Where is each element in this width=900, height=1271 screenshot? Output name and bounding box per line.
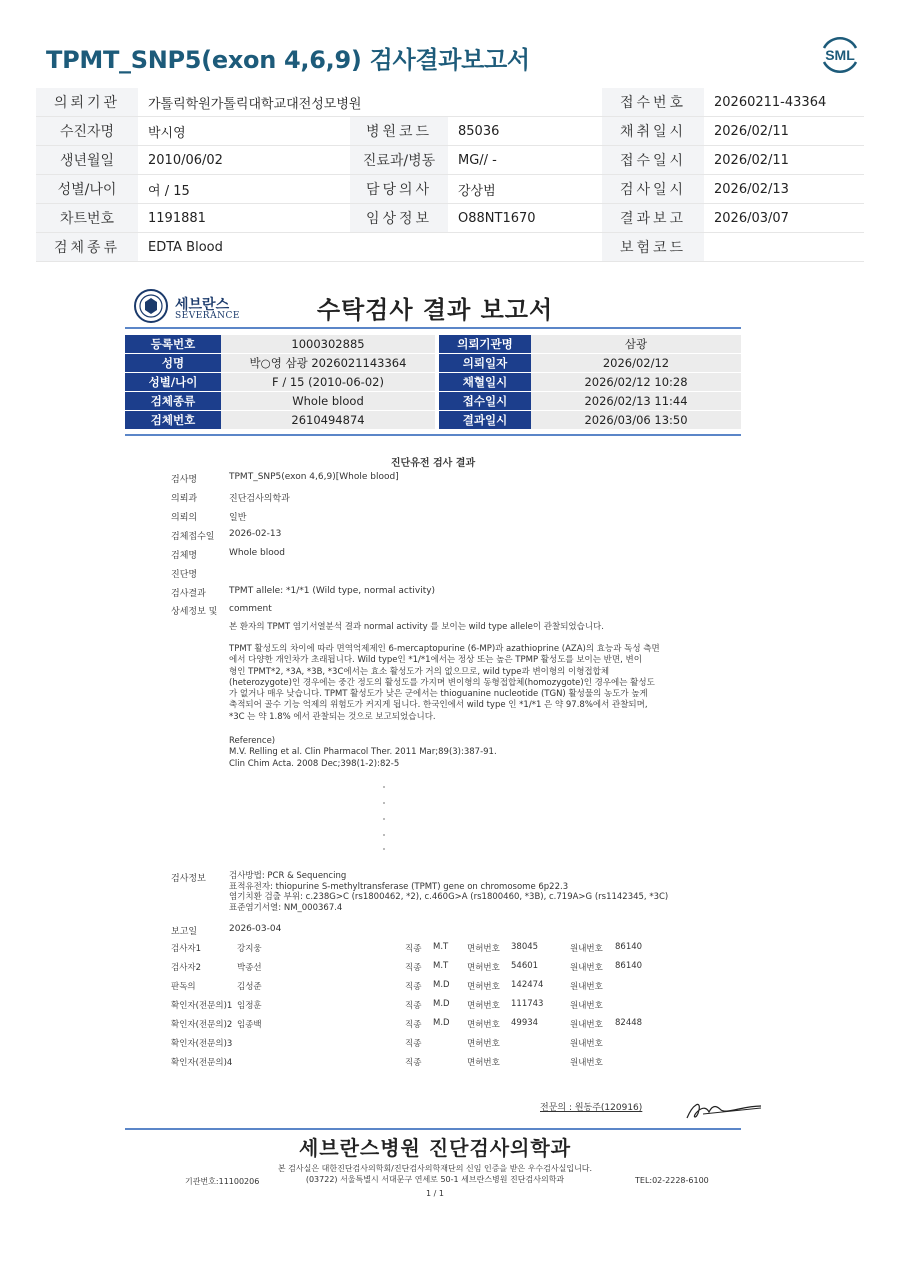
telephone: TEL:02-2228-6100 xyxy=(635,1176,709,1185)
staff-internal-label: 원내번호 xyxy=(570,944,603,954)
method-line: 표적유전자: thiopurine S-methyltransferase (TPMT) gene on chromosome 6p22.3 xyxy=(229,881,569,892)
reference-line: Clin Chim Acta. 2008 Dec;398(1-2):82-5 xyxy=(229,758,400,769)
patient-value: Whole blood xyxy=(221,392,435,410)
info-value: 85036 xyxy=(448,117,602,146)
staff-license: 142474 xyxy=(511,980,544,990)
info-value: 박시영 xyxy=(138,117,350,146)
staff-role: 확인자(전문의)2 xyxy=(171,1020,233,1030)
method-line: 염기치환 검출 부위: c.238G>C (rs1800462, *2), c.460G>A (rs1800460, *3B), c.719A>G (rs1142345, *3C) xyxy=(229,892,669,902)
field-label: 검체접수일 xyxy=(171,532,215,542)
specialist-contact: 전문의 : 원동주(120916) xyxy=(540,1103,643,1113)
embedded-report xyxy=(125,286,745,1206)
field-label: 진단명 xyxy=(171,570,198,580)
staff-row xyxy=(125,999,745,1015)
staff-row xyxy=(125,1037,745,1053)
reference-line: Reference) xyxy=(229,736,276,746)
patient-value: 박○영 삼광 2026021143364 xyxy=(221,354,435,372)
info-row xyxy=(36,88,864,117)
staff-license-label: 면허번호 xyxy=(467,1058,500,1068)
patient-label: 검체종류 xyxy=(125,392,221,410)
info-value: 1191881 xyxy=(138,204,350,233)
staff-name: 박종선 xyxy=(237,963,262,973)
severance-name-ko: 세브란스 xyxy=(175,297,230,313)
info-value: 가톨릭학원가톨릭대학교대전성모병원 xyxy=(138,88,602,117)
address: (03722) 서울특별시 서대문구 연세로 50-1 세브란스병원 진단검사의학과 xyxy=(305,1175,565,1184)
info-value: 2026/02/13 xyxy=(704,175,864,204)
title-divider xyxy=(125,327,741,329)
info-value: MG// - xyxy=(448,146,602,175)
staff-job: M.T xyxy=(433,942,449,952)
comment-line: 형인 TPMT*2, *3A, *3B, *3C에서는 효소 활성도가 거의 없으므로, wild type과 변이형의 이형접합체 xyxy=(229,666,610,677)
field-value: TPMT allele: *1/*1 (Wild type, normal activity) xyxy=(229,586,436,596)
staff-name: 강지웅 xyxy=(237,944,262,954)
info-value xyxy=(704,233,864,262)
patient-label: 등록번호 xyxy=(125,335,221,353)
separator-dot xyxy=(383,848,385,850)
patient-label: 의뢰기관명 xyxy=(439,335,531,353)
staff-row xyxy=(125,1018,745,1034)
info-label: 보험코드 xyxy=(602,233,704,262)
info-label: 성별/나이 xyxy=(36,175,138,204)
staff-role: 확인자(전문의)3 xyxy=(171,1039,233,1049)
patient-value: 2026/02/12 10:28 xyxy=(531,373,741,391)
staff-license-label: 면허번호 xyxy=(467,1001,500,1011)
staff-role: 검사자1 xyxy=(171,944,202,954)
comment-line: (heterozygote)인 경우에는 중간 정도의 활성도를 가지며 변이형의 동형접합체(homozygote)인 경우에는 활성도 xyxy=(229,677,655,688)
info-label: 결과보고 xyxy=(602,204,704,233)
separator-dot xyxy=(383,786,385,788)
staff-internal-label: 원내번호 xyxy=(570,1058,603,1068)
staff-license: 54601 xyxy=(511,961,539,971)
accreditation-note: 본 검사실은 대한진단검사의학회/진단검사의학재단의 신임 인증을 받은 우수검사실입니다. xyxy=(277,1164,593,1173)
field-value: Whole blood xyxy=(229,548,285,558)
staff-role: 확인자(전문의)1 xyxy=(171,1001,233,1011)
info-label: 진료과/병동 xyxy=(350,146,448,175)
staff-job: M.D xyxy=(433,980,450,990)
info-label: 접수일시 xyxy=(602,146,704,175)
info-row xyxy=(36,204,864,233)
field-value: 2026-02-13 xyxy=(229,529,282,539)
patient-row xyxy=(125,373,741,391)
section-title: 진단유전 검사 결과 xyxy=(390,458,476,469)
info-value: 2026/03/07 xyxy=(704,204,864,233)
staff-license-label: 면허번호 xyxy=(467,944,500,954)
field-label: 의뢰과 xyxy=(171,494,198,504)
org-code: 기관번호:11100206 xyxy=(185,1177,260,1186)
patient-row xyxy=(125,392,741,410)
signature-icon xyxy=(683,1094,763,1124)
order-info-table xyxy=(36,88,864,262)
patient-value: 2026/02/12 xyxy=(531,354,741,372)
references xyxy=(229,736,683,770)
patient-row xyxy=(125,411,741,429)
staff-job: M.T xyxy=(433,961,449,971)
comment-line: *3C 는 약 1.8% 에서 관찰되는 것으로 보고되었습니다. xyxy=(229,711,436,722)
staff-row xyxy=(125,980,745,996)
patient-row xyxy=(125,354,741,372)
info-label: 검사일시 xyxy=(602,175,704,204)
staff-license-label: 면허번호 xyxy=(467,1020,500,1030)
staff-internal-label: 원내번호 xyxy=(570,1039,603,1049)
field-label: 검사명 xyxy=(171,475,198,485)
info-value: 2010/06/02 xyxy=(138,146,350,175)
staff-name: 임정훈 xyxy=(237,1001,262,1011)
staff-internal-label: 원내번호 xyxy=(570,1020,603,1030)
staff-internal-label: 원내번호 xyxy=(570,1001,603,1011)
patient-label: 접수일시 xyxy=(439,392,531,410)
staff-internal: 86140 xyxy=(615,942,643,952)
info-label: 차트번호 xyxy=(36,204,138,233)
separator-dot xyxy=(383,802,385,804)
info-label: 의뢰기관 xyxy=(36,88,138,117)
info-label: 검체종류 xyxy=(36,233,138,262)
staff-internal-label: 원내번호 xyxy=(570,982,603,992)
patient-value: 1000302885 xyxy=(221,335,435,353)
comment-line: 본 환자의 TPMT 염기서열분석 결과 normal activity 를 보이는 wild type allele이 관찰되었습니다. xyxy=(229,622,604,632)
info-row xyxy=(36,175,864,204)
report-date-label: 보고일 xyxy=(171,927,198,937)
staff-job-label: 직종 xyxy=(405,1020,422,1030)
reference-line: M.V. Relling et al. Clin Pharmacol Ther. 2011 Mar;89(3):387-91. xyxy=(229,747,497,758)
page-title: TPMT_SNP5(exon 4,6,9) 검사결과보고서 xyxy=(46,46,530,74)
patient-row xyxy=(125,335,741,353)
staff-name: 임종백 xyxy=(237,1020,262,1030)
field-label: 검체명 xyxy=(171,551,198,561)
info-value: 2026/02/11 xyxy=(704,146,864,175)
patient-label: 성별/나이 xyxy=(125,373,221,391)
comment-line: 가 없거나 매우 낮습니다. TPMT 활성도가 낮은 군에서는 thioguanine nucleotide (TGN) 활성물의 농도가 높게 xyxy=(229,689,648,700)
field-value: 진단검사의학과 xyxy=(229,494,290,504)
sml-logo-text: SML xyxy=(825,47,855,63)
staff-license-label: 면허번호 xyxy=(467,963,500,973)
staff-job-label: 직종 xyxy=(405,982,422,992)
comment-detail xyxy=(229,644,683,723)
patient-label: 검체번호 xyxy=(125,411,221,429)
staff-job: M.D xyxy=(433,999,450,1009)
comment-line: 에서 다양한 개인차가 초래됩니다. Wild type인 *1/*1에서는 정상 또는 높은 TPMP 활성도를 보이는 반면, 변이 xyxy=(229,655,642,666)
method-info xyxy=(229,871,683,913)
comment-summary xyxy=(229,622,683,633)
staff-job-label: 직종 xyxy=(405,1001,422,1011)
field-label: 의뢰의 xyxy=(171,513,198,523)
staff-role: 확인자(전문의)4 xyxy=(171,1058,233,1068)
info-label: 접수번호 xyxy=(602,88,704,117)
info-label: 병원코드 xyxy=(350,117,448,146)
patient-value: 2026/02/13 11:44 xyxy=(531,392,741,410)
footer-title: 세브란스병원 진단검사의학과 xyxy=(298,1136,572,1160)
staff-license-label: 면허번호 xyxy=(467,1039,500,1049)
report-title: 수탁검사 결과 보고서 xyxy=(316,296,554,324)
page-number: 1 / 1 xyxy=(426,1189,444,1198)
staff-role: 판독의 xyxy=(171,982,196,992)
severance-name-en: SEVERANCE xyxy=(175,311,240,321)
staff-license: 38045 xyxy=(511,942,539,952)
info-label: 임상정보 xyxy=(350,204,448,233)
field-label: 검사결과 xyxy=(171,589,206,599)
info-value: 2026/02/11 xyxy=(704,117,864,146)
separator-dot xyxy=(383,818,385,820)
info-label: 생년월일 xyxy=(36,146,138,175)
staff-internal-label: 원내번호 xyxy=(570,963,603,973)
staff-name: 김성준 xyxy=(237,982,262,992)
staff-license: 111743 xyxy=(511,999,544,1009)
info-label: 수진자명 xyxy=(36,117,138,146)
comment-line: TPMT 활성도의 차이에 따라 면역억제제인 6-mercaptopurine (6-MP)과 azathioprine (AZA)의 효능과 독성 측면 xyxy=(229,644,660,654)
staff-internal: 86140 xyxy=(615,961,643,971)
field-value: 일반 xyxy=(229,513,247,523)
staff-internal: 82448 xyxy=(615,1018,643,1028)
staff-row xyxy=(125,1056,745,1072)
separator-dot xyxy=(383,834,385,836)
method-line: 검사방법: PCR & Sequencing xyxy=(229,871,347,881)
patient-value: 2610494874 xyxy=(221,411,435,429)
staff-job-label: 직종 xyxy=(405,1058,422,1068)
info-value: O88NT1670 xyxy=(448,204,602,233)
staff-license-label: 면허번호 xyxy=(467,982,500,992)
staff-job-label: 직종 xyxy=(405,1039,422,1049)
info-value: 20260211-43364 xyxy=(704,88,864,117)
patient-label: 결과일시 xyxy=(439,411,531,429)
method-label: 검사정보 xyxy=(171,874,206,884)
staff-job-label: 직종 xyxy=(405,963,422,973)
info-label: 담당의사 xyxy=(350,175,448,204)
field-value: TPMT_SNP5(exon 4,6,9)[Whole blood] xyxy=(229,472,399,482)
patient-label: 채혈일시 xyxy=(439,373,531,391)
staff-row xyxy=(125,961,745,977)
info-value: 여 / 15 xyxy=(138,175,350,204)
staff-role: 검사자2 xyxy=(171,963,202,973)
info-label: 채취일시 xyxy=(602,117,704,146)
patient-table xyxy=(125,334,741,430)
sml-logo-icon xyxy=(818,32,862,76)
patient-divider xyxy=(125,434,741,436)
patient-label: 의뢰일자 xyxy=(439,354,531,372)
staff-job-label: 직종 xyxy=(405,944,422,954)
method-line: 표준염기서열: NM_000367.4 xyxy=(229,902,343,913)
footer-divider xyxy=(125,1128,741,1130)
patient-value: 삼광 xyxy=(531,335,741,353)
info-value: EDTA Blood xyxy=(138,233,602,262)
info-row xyxy=(36,117,864,146)
staff-job: M.D xyxy=(433,1018,450,1028)
info-value: 강상범 xyxy=(448,175,602,204)
info-row xyxy=(36,146,864,175)
staff-license: 49934 xyxy=(511,1018,539,1028)
report-date: 2026-03-04 xyxy=(229,924,282,934)
patient-value: F / 15 (2010-06-02) xyxy=(221,373,435,391)
staff-row xyxy=(125,942,745,958)
info-row xyxy=(36,233,864,262)
field-value: comment xyxy=(229,604,272,614)
patient-label: 성명 xyxy=(125,354,221,372)
patient-value: 2026/03/06 13:50 xyxy=(531,411,741,429)
comment-line: 축적되어 골수 기능 억제의 위험도가 커지게 됩니다. 한국인에서 wild type 인 *1/*1 은 약 97.8%에서 관찰되며, xyxy=(229,700,648,711)
field-label: 상세정보 및 xyxy=(171,607,218,617)
sml-logo xyxy=(818,32,862,76)
